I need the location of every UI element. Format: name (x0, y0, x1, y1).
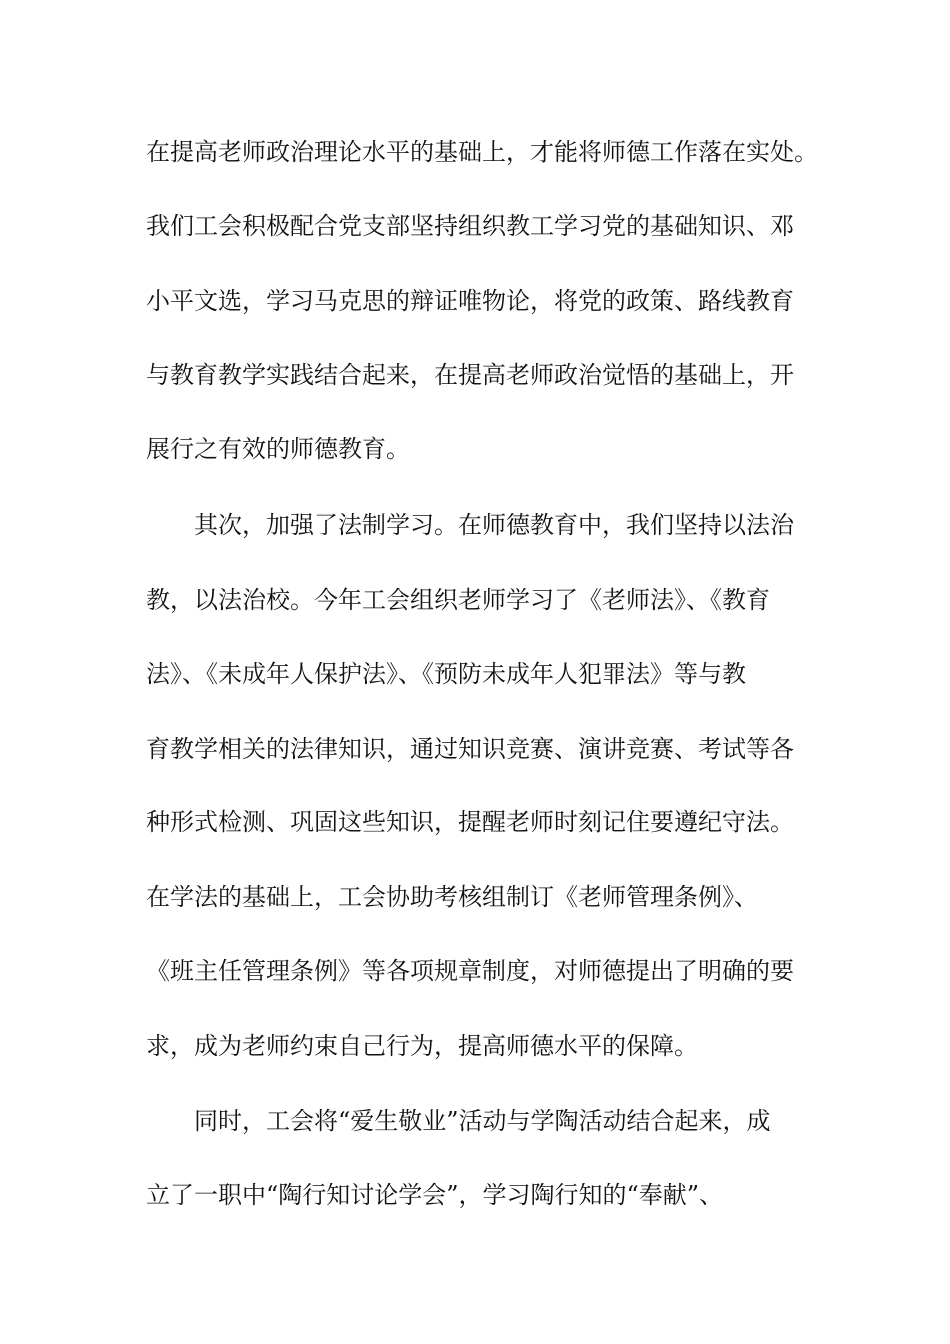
text-line: 《班主任管理条例》等各项规章制度，对师德提出了明确的要 (146, 957, 794, 985)
text-line: 种形式检测、巩固这些知识，提醒老师时刻记住要遵纪守法。 (146, 808, 794, 836)
text-line: 求，成为老师约束自己行为，提高师德水平的保障。 (146, 1032, 698, 1060)
text-line: 小平文选，学习马克思的辩证唯物论，将党的政策、路线教育 (146, 287, 794, 315)
text-line: 与教育教学实践结合起来，在提高老师政治觉悟的基础上，开 (146, 361, 794, 389)
paragraph-start-line: 其次，加强了法制学习。在师德教育中，我们坚持以法治 (194, 511, 794, 539)
text-line: 在学法的基础上，工会协助考核组制订《老师管理条例》、 (146, 883, 758, 911)
text-line: 立了一职中“陶行知讨论学会”，学习陶行知的“奉献”、 (146, 1181, 724, 1209)
text-line: 在提高老师政治理论水平的基础上，才能将师德工作落在实处。 (146, 138, 818, 166)
paragraph-start-line: 同时，工会将“爱生敬业”活动与学陶活动结合起来，成 (194, 1107, 771, 1135)
text-line: 展行之有效的师德教育。 (146, 435, 410, 463)
text-line: 法》、《未成年人保护法》、《预防未成年人犯罪法》等与教 (146, 660, 746, 688)
text-line: 育教学相关的法律知识，通过知识竞赛、演讲竞赛、考试等各 (146, 735, 794, 763)
text-line: 我们工会积极配合党支部坚持组织教工学习党的基础知识、邓 (146, 212, 794, 240)
text-line: 教，以法治校。今年工会组织老师学习了《老师法》、《教育 (146, 586, 770, 614)
